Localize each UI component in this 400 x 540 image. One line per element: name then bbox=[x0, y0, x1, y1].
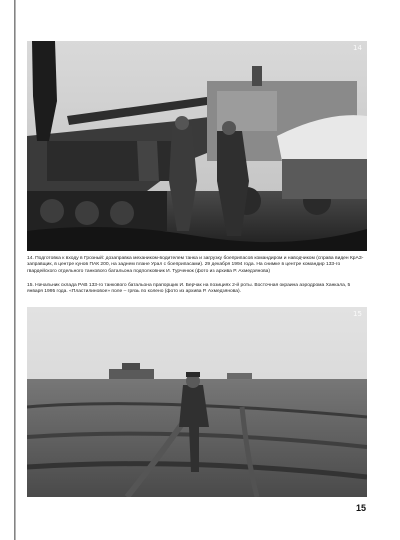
photo-muddy-field bbox=[27, 307, 367, 497]
photo-tank-refueling bbox=[27, 41, 367, 251]
photo-caption: 14. Подготовка к входу в Грозный: дозаправка механиком-водителем танка и загрузку боеприпасов командиром и наводчиком (справа виден КрАЗ-заправщик, в центре кунов ПАК 200, на заднем плане Урал с боеприпасами). 29 декабря 1994 года. На снимке в центре командир 133-го гвардейского отдельного танкового батальона подполковник И. Турченюк (фото из архива Р. Ахмедзянова) bbox=[27, 256, 364, 274]
photo-number-tag: 15 bbox=[353, 310, 362, 318]
photo-number-tag: 14 bbox=[353, 44, 362, 52]
page-number: 15 bbox=[355, 503, 366, 513]
binding-shadow bbox=[14, 0, 16, 540]
photo-caption: 15. Начальник склада РАВ 133-го танкового батальона прапорщик И. Берчак на позициях 2-й роты. Восточная окраина аэродрома Ханкала, 5 января 1995 года. «Пластилиновое» поле – грязь по колено (фото из архива Р. Ахмедзянова). bbox=[27, 283, 351, 295]
